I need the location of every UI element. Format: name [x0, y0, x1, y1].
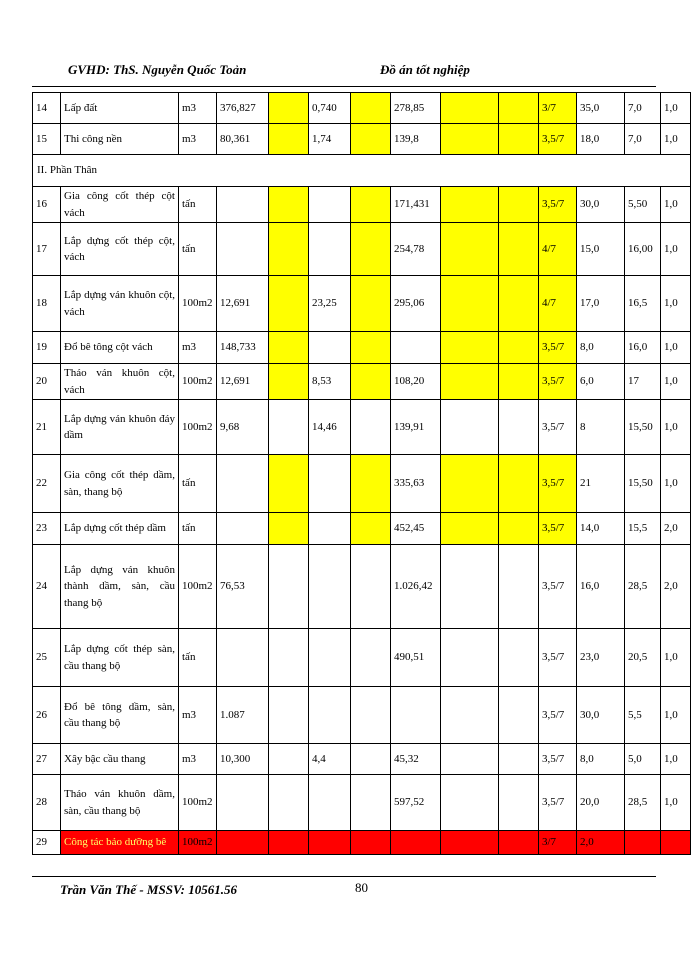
cell-unit: tấn: [179, 187, 217, 223]
cell-blank: [441, 223, 499, 276]
cell-number: 28: [33, 775, 61, 831]
page-header: [32, 62, 656, 84]
cell-ratio: 3,5/7: [539, 775, 577, 831]
cell-duration: 5,50: [625, 187, 661, 223]
footer-student: Trần Văn Thế - MSSV: 10561.56: [60, 882, 237, 897]
cell-number: 29: [33, 831, 61, 855]
cell-blank: [269, 124, 309, 155]
cell-unit: 100m2: [179, 400, 217, 455]
cell-workers: 30,0: [577, 187, 625, 223]
cell-shift: 1,0: [661, 455, 691, 513]
cell-quantity: [217, 187, 269, 223]
cell-number: 16: [33, 187, 61, 223]
cell-quantity: [217, 455, 269, 513]
cell-shift: 1,0: [661, 332, 691, 364]
cell-norm: 1,74: [309, 124, 351, 155]
cell-unit: tấn: [179, 629, 217, 687]
table-row: [33, 187, 691, 223]
cell-number: 24: [33, 545, 61, 629]
cell-task-name: Gia công cốt thép cột vách: [61, 187, 179, 223]
schedule-table: [32, 92, 691, 855]
cell-workers: 8,0: [577, 332, 625, 364]
cell-duration: 15,50: [625, 400, 661, 455]
cell-blank: [499, 775, 539, 831]
cell-ratio: 4/7: [539, 276, 577, 332]
cell-workers: 17,0: [577, 276, 625, 332]
cell-ratio: 3,5/7: [539, 513, 577, 545]
cell-workers: 35,0: [577, 93, 625, 124]
cell-norm: 23,25: [309, 276, 351, 332]
cell-workdays: [391, 332, 441, 364]
table-row: [33, 687, 691, 744]
cell-quantity: 1.087: [217, 687, 269, 744]
cell-blank: [269, 93, 309, 124]
cell-workdays: 597,52: [391, 775, 441, 831]
cell-blank: [499, 629, 539, 687]
cell-task-name: Lắp dựng cốt thép cột, vách: [61, 223, 179, 276]
cell-duration: 5,5: [625, 687, 661, 744]
table-row: [33, 93, 691, 124]
cell-unit: m3: [179, 93, 217, 124]
table-row: [33, 124, 691, 155]
cell-blank: [269, 744, 309, 775]
cell-quantity: 12,691: [217, 364, 269, 400]
cell-workdays: 278,85: [391, 93, 441, 124]
cell-shift: 2,0: [661, 545, 691, 629]
cell-blank: [351, 223, 391, 276]
cell-ratio: 3,5/7: [539, 400, 577, 455]
cell-norm: [309, 775, 351, 831]
cell-duration: 7,0: [625, 93, 661, 124]
cell-blank: [351, 775, 391, 831]
cell-norm: 8,53: [309, 364, 351, 400]
cell-blank: [351, 93, 391, 124]
cell-workers: 8,0: [577, 744, 625, 775]
cell-duration: 7,0: [625, 124, 661, 155]
cell-workdays: [391, 831, 441, 855]
cell-blank: [499, 687, 539, 744]
cell-quantity: [217, 223, 269, 276]
header-supervisor: GVHD: ThS. Nguyễn Quốc Toản: [68, 62, 247, 77]
cell-workers: 6,0: [577, 364, 625, 400]
header-document-title: Đồ án tốt nghiệp: [380, 62, 470, 77]
cell-blank: [499, 545, 539, 629]
cell-unit: m3: [179, 744, 217, 775]
cell-blank: [351, 687, 391, 744]
cell-shift: 1,0: [661, 223, 691, 276]
table-row: [33, 775, 691, 831]
cell-task-name: Lấp đất: [61, 93, 179, 124]
cell-number: 19: [33, 332, 61, 364]
cell-duration: 20,5: [625, 629, 661, 687]
cell-blank: [441, 93, 499, 124]
cell-quantity: 12,691: [217, 276, 269, 332]
cell-blank: [351, 400, 391, 455]
cell-task-name: Tháo ván khuôn dầm, sàn, cầu thang bộ: [61, 775, 179, 831]
cell-ratio: 3,5/7: [539, 332, 577, 364]
header-divider: [32, 86, 656, 87]
cell-norm: [309, 332, 351, 364]
section-row: [33, 155, 691, 187]
cell-shift: 2,0: [661, 513, 691, 545]
cell-norm: [309, 629, 351, 687]
cell-shift: [661, 831, 691, 855]
cell-duration: [625, 831, 661, 855]
cell-duration: 15,50: [625, 455, 661, 513]
cell-workdays: 490,51: [391, 629, 441, 687]
cell-blank: [351, 332, 391, 364]
cell-ratio: 3/7: [539, 831, 577, 855]
section-label: II. Phần Thân: [33, 155, 691, 187]
cell-quantity: [217, 513, 269, 545]
cell-blank: [441, 364, 499, 400]
cell-blank: [351, 513, 391, 545]
cell-shift: 1,0: [661, 93, 691, 124]
table-row: [33, 455, 691, 513]
cell-task-name: Lắp dựng ván khuôn cột, vách: [61, 276, 179, 332]
cell-blank: [499, 744, 539, 775]
cell-blank: [441, 124, 499, 155]
table-row: [33, 831, 691, 855]
cell-duration: 16,00: [625, 223, 661, 276]
cell-shift: 1,0: [661, 775, 691, 831]
cell-duration: 15,5: [625, 513, 661, 545]
cell-number: 27: [33, 744, 61, 775]
cell-shift: 1,0: [661, 187, 691, 223]
cell-norm: 14,46: [309, 400, 351, 455]
cell-blank: [269, 223, 309, 276]
cell-workers: 16,0: [577, 545, 625, 629]
cell-blank: [269, 400, 309, 455]
cell-workers: 18,0: [577, 124, 625, 155]
cell-ratio: 3,5/7: [539, 187, 577, 223]
cell-blank: [441, 276, 499, 332]
cell-blank: [269, 687, 309, 744]
cell-blank: [269, 629, 309, 687]
cell-unit: m3: [179, 124, 217, 155]
cell-ratio: 3/7: [539, 93, 577, 124]
cell-ratio: 3,5/7: [539, 687, 577, 744]
cell-number: 20: [33, 364, 61, 400]
cell-task-name: Lắp dựng cốt thép dầm: [61, 513, 179, 545]
cell-shift: 1,0: [661, 124, 691, 155]
cell-workdays: 139,8: [391, 124, 441, 155]
page-number: 80: [355, 880, 368, 895]
cell-quantity: 376,827: [217, 93, 269, 124]
cell-blank: [441, 332, 499, 364]
cell-blank: [499, 513, 539, 545]
cell-number: 26: [33, 687, 61, 744]
cell-ratio: 3,5/7: [539, 744, 577, 775]
table-row: [33, 223, 691, 276]
cell-quantity: [217, 831, 269, 855]
cell-shift: 1,0: [661, 744, 691, 775]
cell-ratio: 3,5/7: [539, 629, 577, 687]
cell-blank: [499, 831, 539, 855]
cell-task-name: Đổ bê tông cột vách: [61, 332, 179, 364]
cell-blank: [441, 513, 499, 545]
cell-blank: [269, 276, 309, 332]
cell-ratio: 3,5/7: [539, 124, 577, 155]
cell-number: 17: [33, 223, 61, 276]
cell-blank: [441, 831, 499, 855]
cell-workers: 8: [577, 400, 625, 455]
cell-norm: 4,4: [309, 744, 351, 775]
table-row: [33, 513, 691, 545]
cell-blank: [351, 364, 391, 400]
cell-task-name: Lắp dựng cốt thép sàn, cầu thang bộ: [61, 629, 179, 687]
cell-shift: 1,0: [661, 629, 691, 687]
table-row: [33, 545, 691, 629]
cell-workers: 21: [577, 455, 625, 513]
cell-blank: [499, 400, 539, 455]
cell-blank: [351, 187, 391, 223]
cell-unit: m3: [179, 332, 217, 364]
cell-blank: [269, 455, 309, 513]
cell-blank: [351, 276, 391, 332]
cell-blank: [499, 455, 539, 513]
cell-blank: [269, 545, 309, 629]
cell-number: 23: [33, 513, 61, 545]
cell-norm: [309, 223, 351, 276]
cell-norm: 0,740: [309, 93, 351, 124]
cell-blank: [441, 187, 499, 223]
cell-norm: [309, 831, 351, 855]
cell-blank: [269, 831, 309, 855]
table-row: [33, 364, 691, 400]
cell-unit: m3: [179, 687, 217, 744]
cell-blank: [351, 545, 391, 629]
cell-duration: 16,5: [625, 276, 661, 332]
cell-norm: [309, 513, 351, 545]
cell-quantity: [217, 775, 269, 831]
cell-blank: [351, 744, 391, 775]
footer-divider: [32, 876, 656, 877]
cell-workdays: 335,63: [391, 455, 441, 513]
cell-blank: [499, 187, 539, 223]
cell-quantity: [217, 629, 269, 687]
cell-blank: [441, 744, 499, 775]
cell-number: 21: [33, 400, 61, 455]
cell-blank: [499, 276, 539, 332]
table-row: [33, 276, 691, 332]
cell-quantity: 9,68: [217, 400, 269, 455]
cell-workdays: 1.026,42: [391, 545, 441, 629]
cell-ratio: 3,5/7: [539, 545, 577, 629]
cell-blank: [499, 124, 539, 155]
table-row: [33, 629, 691, 687]
cell-workdays: 171,431: [391, 187, 441, 223]
cell-quantity: 80,361: [217, 124, 269, 155]
cell-blank: [499, 364, 539, 400]
cell-shift: 1,0: [661, 364, 691, 400]
cell-blank: [441, 400, 499, 455]
cell-blank: [441, 545, 499, 629]
cell-shift: 1,0: [661, 687, 691, 744]
cell-blank: [269, 332, 309, 364]
cell-blank: [441, 775, 499, 831]
cell-blank: [441, 687, 499, 744]
cell-quantity: 76,53: [217, 545, 269, 629]
cell-task-name: Lắp dựng ván khuôn thành dầm, sàn, cầu thang bộ: [61, 545, 179, 629]
cell-shift: 1,0: [661, 276, 691, 332]
cell-workers: 23,0: [577, 629, 625, 687]
cell-workers: 30,0: [577, 687, 625, 744]
cell-number: 18: [33, 276, 61, 332]
cell-blank: [269, 513, 309, 545]
cell-unit: 100m2: [179, 364, 217, 400]
cell-blank: [269, 364, 309, 400]
cell-workdays: 139,91: [391, 400, 441, 455]
cell-blank: [351, 455, 391, 513]
cell-norm: [309, 455, 351, 513]
cell-workdays: 45,32: [391, 744, 441, 775]
cell-blank: [499, 93, 539, 124]
cell-duration: 16,0: [625, 332, 661, 364]
cell-blank: [351, 831, 391, 855]
cell-workers: 20,0: [577, 775, 625, 831]
cell-ratio: 3,5/7: [539, 455, 577, 513]
cell-task-name: Xây bậc cầu thang: [61, 744, 179, 775]
cell-workdays: 254,78: [391, 223, 441, 276]
cell-workdays: 108,20: [391, 364, 441, 400]
cell-unit: 100m2: [179, 831, 217, 855]
cell-workers: 14,0: [577, 513, 625, 545]
cell-quantity: 10,300: [217, 744, 269, 775]
cell-quantity: 148,733: [217, 332, 269, 364]
cell-blank: [351, 629, 391, 687]
cell-blank: [499, 223, 539, 276]
schedule-table-body: [33, 93, 691, 855]
cell-task-name: Thi công nền: [61, 124, 179, 155]
table-row: [33, 744, 691, 775]
cell-number: 22: [33, 455, 61, 513]
cell-task-name: Gia công cốt thép dầm, sàn, thang bộ: [61, 455, 179, 513]
cell-unit: tấn: [179, 513, 217, 545]
cell-task-name: Đổ bê tông dầm, sàn, cầu thang bộ: [61, 687, 179, 744]
cell-blank: [351, 124, 391, 155]
cell-norm: [309, 687, 351, 744]
cell-number: 15: [33, 124, 61, 155]
cell-workers: 2,0: [577, 831, 625, 855]
cell-workdays: [391, 687, 441, 744]
cell-task-name: Công tác bảo dưỡng bê: [61, 831, 179, 855]
cell-shift: 1,0: [661, 400, 691, 455]
cell-blank: [499, 332, 539, 364]
cell-duration: 28,5: [625, 775, 661, 831]
cell-workdays: 295,06: [391, 276, 441, 332]
cell-workdays: 452,45: [391, 513, 441, 545]
cell-norm: [309, 545, 351, 629]
cell-ratio: 3,5/7: [539, 364, 577, 400]
cell-unit: 100m2: [179, 545, 217, 629]
cell-number: 14: [33, 93, 61, 124]
cell-duration: 28,5: [625, 545, 661, 629]
cell-blank: [269, 187, 309, 223]
cell-unit: tấn: [179, 455, 217, 513]
cell-unit: 100m2: [179, 775, 217, 831]
cell-blank: [441, 455, 499, 513]
cell-blank: [269, 775, 309, 831]
cell-number: 25: [33, 629, 61, 687]
cell-task-name: Tháo ván khuôn cột, vách: [61, 364, 179, 400]
cell-duration: 17: [625, 364, 661, 400]
cell-blank: [441, 629, 499, 687]
table-row: [33, 332, 691, 364]
cell-ratio: 4/7: [539, 223, 577, 276]
cell-unit: tấn: [179, 223, 217, 276]
cell-task-name: Lắp dựng ván khuôn đáy dầm: [61, 400, 179, 455]
cell-workers: 15,0: [577, 223, 625, 276]
table-row: [33, 400, 691, 455]
cell-duration: 5,0: [625, 744, 661, 775]
cell-unit: 100m2: [179, 276, 217, 332]
cell-norm: [309, 187, 351, 223]
